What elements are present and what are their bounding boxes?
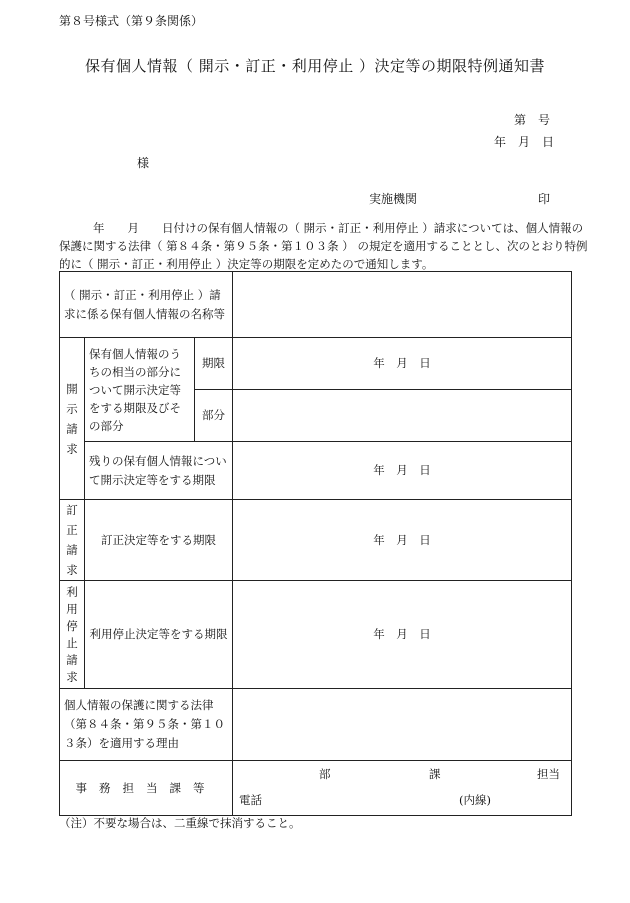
body-line: 保護に関する法律（ 第８４条・第９５条・第１０３条 ） の規定を適用することとし、次のとおり特例 [59, 239, 588, 253]
staff-label: 事務担当課等 [60, 761, 233, 816]
remaining-deadline-date[interactable]: 年 月 日 [233, 442, 572, 500]
extension-label: (内線) [459, 793, 491, 807]
correction-deadline-label: 訂正決定等をする期限 [85, 500, 233, 581]
footnote: （注）不要な場合は、二重線で抹消すること。 [59, 816, 301, 830]
phone-label: 電話 [239, 793, 262, 807]
suspension-deadline-date[interactable]: 年 月 日 [233, 581, 572, 689]
deadline-label: 期限 [195, 338, 233, 390]
correction-deadline-date[interactable]: 年 月 日 [233, 500, 572, 581]
suspension-group-label: 利 用 停 止 請 求 [60, 581, 85, 689]
remaining-disclosure-label: 残りの保有個人情報について開示決定等をする期限 [85, 442, 233, 500]
reason-value[interactable] [233, 689, 572, 761]
dept-label: 部 [319, 767, 331, 781]
notice-body [59, 219, 588, 273]
document-number: 第 号 [514, 113, 551, 127]
staff-contact[interactable] [233, 761, 572, 816]
info-name-value[interactable] [233, 272, 572, 338]
body-line: 年 月 日付けの保有個人情報の（ 開示・訂正・利用停止 ）請求については、個人情報の [93, 221, 584, 235]
disclosure-group-label: 開 示 請 求 [60, 338, 85, 500]
portion-value[interactable] [233, 390, 572, 442]
partial-disclosure-label: 保有個人情報のうちの相当の部分について開示決定等をする期限及びその部分 [85, 338, 195, 442]
portion-label: 部分 [195, 390, 233, 442]
form-number: 第８号様式（第９条関係） [59, 14, 204, 28]
suspension-deadline-label: 利用停止決定等をする期限 [85, 581, 233, 689]
document-date: 年 月 日 [494, 135, 555, 149]
document-title: 保有個人情報（ 開示・訂正・利用停止 ）決定等の期限特例通知書 [84, 57, 546, 75]
agency-label: 実施機関 [369, 192, 418, 206]
addressee: 様 [137, 156, 150, 170]
section-label: 課 [429, 767, 441, 781]
info-name-label: （ 開示・訂正・利用停止 ）請求に係る保有個人情報の名称等 [60, 272, 233, 338]
partial-deadline-date[interactable]: 年 月 日 [233, 338, 572, 390]
seal-label: 印 [538, 192, 551, 206]
charge-label: 担当 [537, 767, 560, 781]
correction-group-label: 訂 正 請 求 [60, 500, 85, 581]
body-line: 的に（ 開示・訂正・利用停止 ）決定等の期限を定めたので通知します。 [59, 257, 434, 271]
reason-label: 個人情報の保護に関する法律（第８４条・第９５条・第１０３条）を適用する理由 [60, 689, 233, 761]
deadline-table [59, 271, 572, 816]
